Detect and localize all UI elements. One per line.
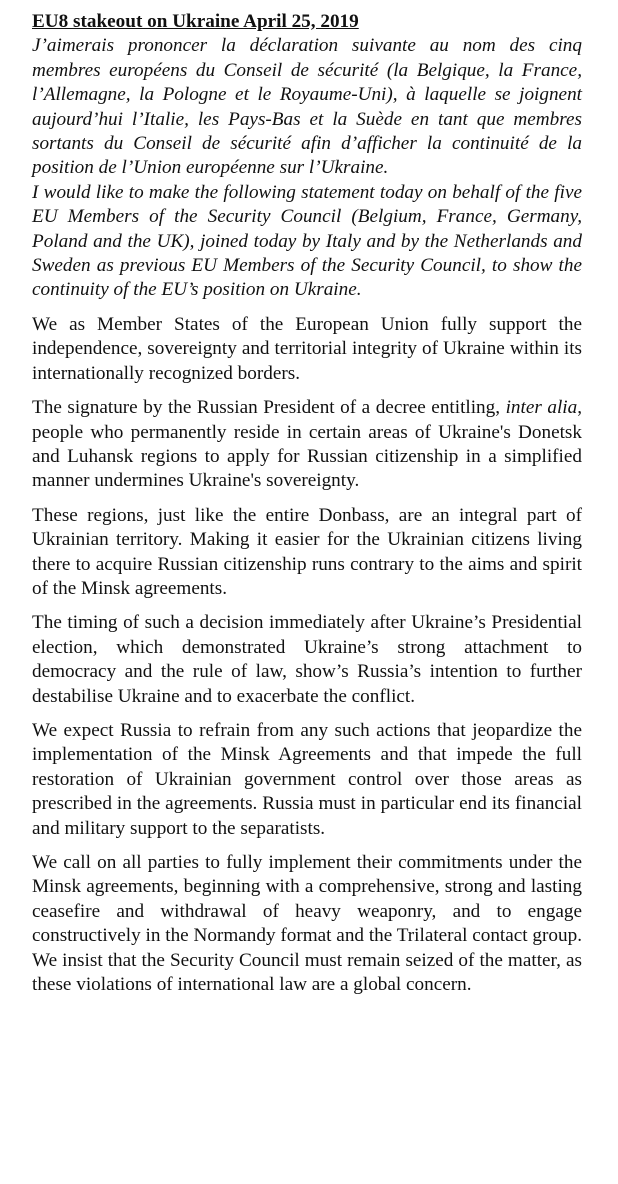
paragraph-decree-before: The signature by the Russian President of a decree entitling,	[32, 397, 506, 419]
document-title: EU8 stakeout on Ukraine April 25, 2019	[32, 11, 359, 32]
paragraph-regions: These regions, just like the entire Donbass, are an integral part of Ukrainian territory. Making it easier for the Ukrainian citizens living there to acquire Russian citizenship runs contrary to the aims and spirit of the Minsk agreements.	[32, 504, 582, 599]
paragraph-decree	[32, 396, 582, 494]
intro-french: J’aimerais prononcer la déclaration suivante au nom des cinq membres européens du Conseil de sécurité (la Belgique, la France, l’Allemagne, la Pologne et le Royaume-Uni), à laquelle se joignent aujourd’hui l’Italie, les Pays-Bas et la Suède en tant que membres sortants du Conseil de sécurité afin d’afficher la continuité de la position de l’Union européenne sur l’Ukraine.	[32, 35, 582, 179]
paragraph-timing: The timing of such a decision immediately after Ukraine’s Presidential election, which demonstrated Ukraine’s strong attachment to democracy and the rule of law, show’s Russia’s intention to further destabilise Ukraine and to exacerbate the conflict.	[32, 612, 582, 707]
paragraph-decree-after: , people who permanently reside in certain areas of Ukraine's Donetsk and Luhansk regions to apply for Russian citizenship in a simplified manner undermines Ukraine's sovereignty.	[32, 397, 582, 492]
paragraph-call: We call on all parties to fully implement their commitments under the Minsk agreements, beginning with a comprehensive, strong and lasting ceasefire and withdrawal of heavy weaponry, and to engage constructively in the Normandy format and the Trilateral contact group. We insist that the Security Council must remain seized of the matter, as these violations of international law are a global concern.	[32, 852, 582, 996]
paragraph-decree-emphasis: inter alia	[505, 397, 578, 419]
intro-english: I would like to make the following statement today on behalf of the five EU Members of the Security Council (Belgium, France, Germany, Poland and the UK), joined today by Italy and by the Netherlands and Sweden as previous EU Members of the Security Council, to show the continuity of the EU’s position on Ukraine.	[32, 181, 582, 301]
document-page	[32, 10, 582, 997]
paragraph-support: We as Member States of the European Union fully support the independence, sovereignty and territorial integrity of Ukraine within its internationally recognized borders.	[32, 313, 582, 384]
paragraph-expectation: We expect Russia to refrain from any such actions that jeopardize the implementation of the Minsk Agreements and that impede the full restoration of Ukrainian government control over those areas as prescribed in the agreements. Russia must in particular end its financial and military support to the separatists.	[32, 719, 582, 839]
